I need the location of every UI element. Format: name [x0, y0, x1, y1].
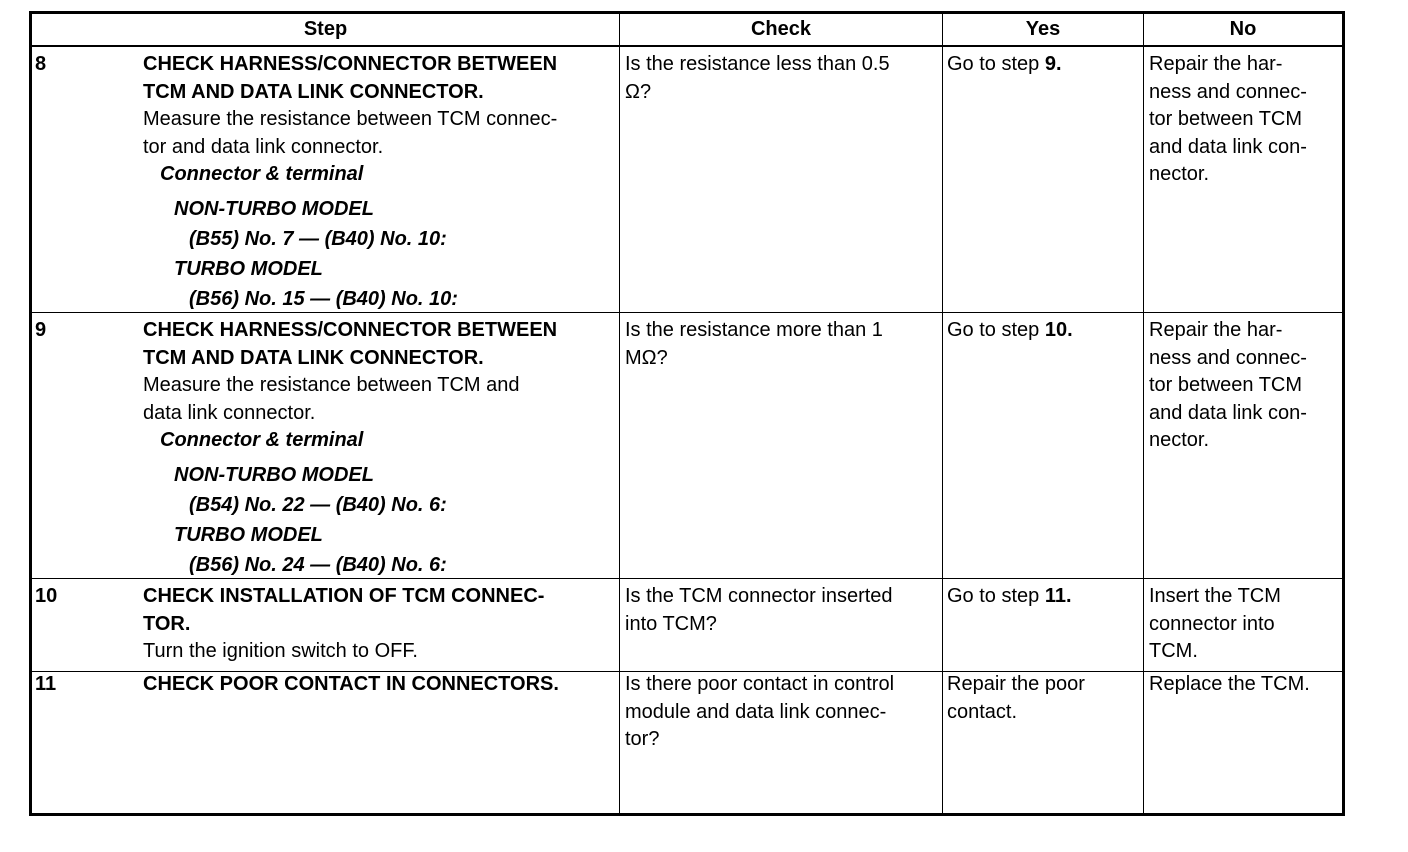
step-title: CHECK HARNESS/CONNECTOR BETWEEN	[143, 53, 558, 75]
yes-text	[947, 51, 1062, 79]
step-number: 9	[35, 319, 47, 341]
header-check: Check	[750, 18, 812, 40]
check-text	[625, 51, 890, 106]
check-text	[625, 583, 893, 638]
column-divider	[619, 14, 620, 813]
row-divider	[32, 45, 1342, 47]
no-line: TCM.	[1149, 640, 1198, 662]
yes-line: Repair the poor	[947, 673, 1085, 695]
step-number: 11	[35, 673, 57, 695]
model-label: NON-TURBO MODEL	[174, 197, 374, 220]
terminal-spec: (B55) No. 7 — (B40) No. 10:	[189, 227, 447, 250]
check-line: Is the resistance more than 1	[625, 319, 883, 341]
step-title: TCM AND DATA LINK CONNECTOR.	[143, 80, 484, 103]
step-description: data link connector.	[143, 401, 316, 424]
header-yes: Yes	[1025, 18, 1061, 40]
no-line: connector into	[1149, 612, 1275, 635]
check-text	[625, 671, 894, 754]
step-title: TCM AND DATA LINK CONNECTOR.	[143, 346, 484, 369]
step-text	[143, 317, 557, 580]
step-description: Turn the ignition switch to OFF.	[143, 640, 418, 662]
header-step: Step	[303, 18, 348, 40]
no-text	[1149, 671, 1310, 699]
yes-step-number: 9.	[1044, 53, 1062, 75]
step-number: 8	[35, 53, 47, 75]
step-description: tor and data link connector.	[143, 135, 384, 158]
no-line: Replace the TCM.	[1149, 673, 1310, 695]
check-line: MΩ?	[625, 346, 668, 369]
column-divider	[1143, 14, 1144, 813]
yes-prefix: Go to step	[947, 53, 1045, 75]
no-line: tor between TCM	[1149, 108, 1303, 130]
step-description: Measure the resistance between TCM and	[143, 374, 520, 396]
check-line: into TCM?	[625, 612, 717, 635]
column-divider	[942, 14, 943, 813]
yes-step-number: 10.	[1044, 319, 1073, 341]
model-label: NON-TURBO MODEL	[174, 463, 374, 486]
step-text	[143, 583, 544, 666]
yes-text	[947, 583, 1072, 611]
yes-line: contact.	[947, 700, 1018, 723]
connector-terminal-label: Connector & terminal	[160, 163, 364, 185]
no-text	[1149, 317, 1307, 455]
check-line: module and data link connec-	[625, 700, 887, 723]
check-line: Ω?	[625, 80, 652, 103]
diagnostic-procedure-table	[29, 11, 1345, 816]
step-description: Measure the resistance between TCM connec-	[143, 108, 558, 130]
step-number: 10	[35, 585, 58, 607]
terminal-spec: (B54) No. 22 — (B40) No. 6:	[189, 493, 447, 516]
no-line: and data link con-	[1149, 401, 1307, 424]
connector-terminal-label: Connector & terminal	[160, 429, 364, 451]
check-line: Is the TCM connector inserted	[625, 585, 893, 607]
model-label: TURBO MODEL	[174, 523, 323, 546]
yes-prefix: Go to step	[947, 585, 1045, 607]
no-line: Insert the TCM	[1149, 585, 1281, 607]
no-line: tor between TCM	[1149, 374, 1303, 396]
yes-text	[947, 317, 1073, 345]
check-line: Is there poor contact in control	[625, 673, 895, 695]
step-text	[143, 51, 557, 314]
no-line: nector.	[1149, 429, 1210, 451]
no-line: ness and connec-	[1149, 80, 1307, 103]
yes-step-number: 11.	[1044, 585, 1072, 607]
terminal-spec: (B56) No. 15 — (B40) No. 10:	[189, 287, 458, 310]
yes-text	[947, 671, 1085, 726]
no-line: ness and connec-	[1149, 346, 1307, 369]
no-text	[1149, 583, 1281, 666]
check-line: tor?	[625, 728, 660, 750]
step-title: CHECK HARNESS/CONNECTOR BETWEEN	[143, 319, 558, 341]
no-line: Repair the har-	[1149, 53, 1283, 75]
check-text	[625, 317, 883, 372]
no-line: Repair the har-	[1149, 319, 1283, 341]
yes-prefix: Go to step	[947, 319, 1045, 341]
header-no: No	[1229, 18, 1257, 40]
no-line: nector.	[1149, 163, 1210, 185]
step-title: CHECK INSTALLATION OF TCM CONNEC-	[143, 585, 545, 607]
no-text	[1149, 51, 1307, 189]
model-label: TURBO MODEL	[174, 257, 323, 280]
check-line: Is the resistance less than 0.5	[625, 53, 890, 75]
step-text	[143, 671, 559, 699]
terminal-spec: (B56) No. 24 — (B40) No. 6:	[189, 553, 447, 576]
step-title: TOR.	[143, 612, 191, 635]
no-line: and data link con-	[1149, 135, 1307, 158]
step-title: CHECK POOR CONTACT IN CONNECTORS.	[143, 673, 559, 695]
